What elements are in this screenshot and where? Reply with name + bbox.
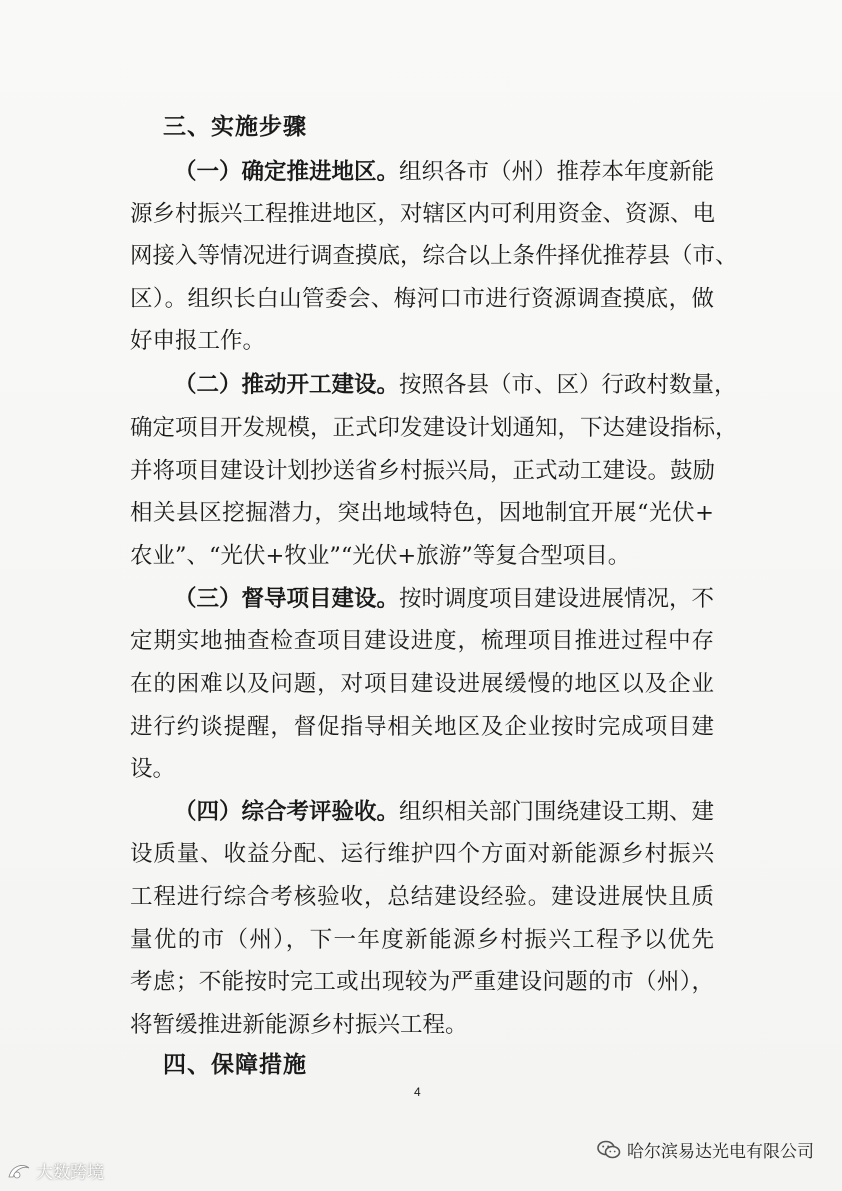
section4-line-5: 考虑；不能按时完工或出现较为严重建设问题的市（州）， [130,969,714,995]
section2-title: （二）推动开工建设。 [174,372,400,398]
section1-line-3: 网接入等情况进行调查摸底，综合以上条件择优推荐县（市、 [130,243,738,269]
section1-line-1 [174,157,714,187]
watermark [6,1158,104,1183]
section4-text-1: 组织相关部门围绕建设工期、建 [399,799,715,825]
section4-line-1 [174,797,714,827]
page-number: 4 [414,1085,421,1099]
section1-title: （一）确定推进地区。 [174,159,400,185]
section3-line-1 [174,584,714,614]
section3-line-2: 定期实地抽查检查项目建设进度，梳理项目推进过程中存 [130,628,714,654]
section2-line-5: 农业”、“光伏+牧业”“光伏+旅游”等复合型项目。 [130,543,631,569]
section3-text-1: 按时调度项目建设进展情况，不 [399,586,715,612]
wechat-account-name: 哈尔滨易达光电有限公司 [627,1142,814,1162]
section1-text-1: 组织各市（州）推荐本年度新能 [399,159,715,185]
watermark-text: 大数跨境 [36,1163,104,1183]
section4-title: （四）综合考评验收。 [174,799,400,825]
wechat-icon [597,1140,621,1160]
section4-line-3: 工程进行综合考核验收，总结建设经验。建设进展快且质 [130,884,714,910]
heading-safeguard-measures: 四、保障措施 [163,1052,307,1078]
section2-line-1 [174,370,737,400]
section1-line-4: 区）。组织长白山管委会、梅河口市进行资源调查摸底，做 [130,286,714,312]
section2-line-2: 确定项目开发规模，正式印发建设计划通知，下达建设指标， [130,415,738,441]
section3-line-4: 进行约谈提醒，督促指导相关地区及企业按时完成项目建 [130,714,714,740]
wechat-account-footer[interactable] [597,1137,814,1162]
section3-title: （三）督导项目建设。 [174,586,400,612]
section3-line-3: 在的困难以及问题，对项目建设进展缓慢的地区以及企业 [130,671,714,697]
section2-line-4: 相关县区挖掘潜力，突出地域特色，因地制宜开展“光伏+ [130,500,714,526]
section1-line-5: 好申报工作。 [130,328,266,354]
section4-line-4: 量优的市（州），下一年度新能源乡村振兴工程予以优先 [130,927,714,953]
watermark-logo-icon [6,1160,32,1182]
section3-line-5: 设。 [130,756,176,782]
section2-text-1: 按照各县（市、区）行政村数量， [399,372,737,398]
section2-line-3: 并将项目建设计划抄送省乡村振兴局，正式动工建设。鼓励 [130,458,716,484]
section4-line-2: 设质量、收益分配、运行维护四个方面对新能源乡村振兴 [130,841,714,867]
heading-implementation-steps: 三、实施步骤 [163,114,307,140]
section1-line-2: 源乡村振兴工程推进地区，对辖区内可利用资金、资源、电 [130,201,716,227]
section4-line-6: 将暂缓推进新能源乡村振兴工程。 [130,1012,468,1038]
